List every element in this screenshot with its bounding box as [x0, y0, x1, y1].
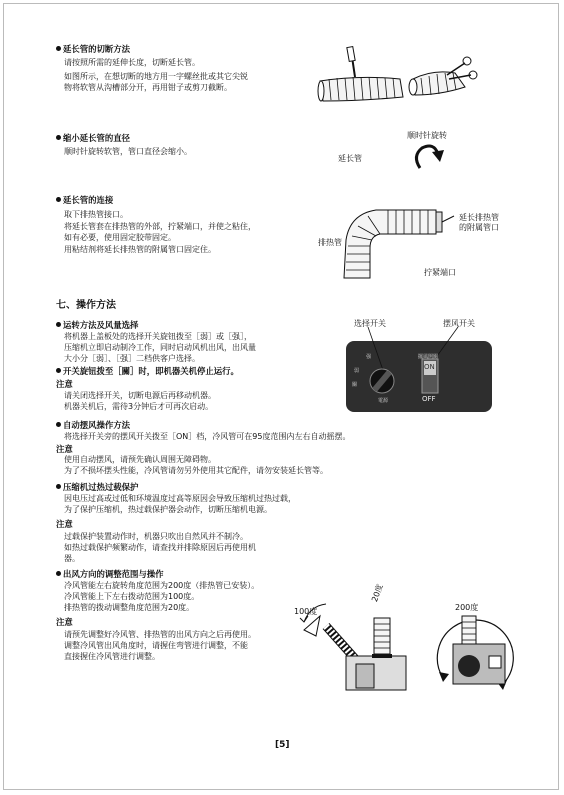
- text-line: 如有必要，使用固定胶带固定。: [64, 233, 176, 242]
- panel-swing-small: 擺風開關: [418, 354, 439, 360]
- text-line: 过载保护装置动作时，机器只吹出自然风并不制冷。: [64, 532, 248, 541]
- protect-title: 压缩机过热过载保护: [56, 482, 138, 493]
- panel-power: 電源: [378, 398, 389, 404]
- text-line: 物将软管从沟槽部分开，再用钳子或剪刀截断。: [64, 83, 232, 92]
- label-ext-line2: 的附属管口: [459, 223, 499, 232]
- text-line: 大小分［弱］、［强］二档供客户选择。: [64, 354, 200, 363]
- text-line: 器。: [64, 554, 80, 563]
- text-line: 取下排热管接口。: [64, 210, 128, 219]
- section-connect-title: 延长管的连接: [56, 195, 113, 206]
- text-line: 将延长管套在排热管的外部，拧紧端口，并使之粘住，: [64, 222, 256, 231]
- panel-on: ON: [424, 363, 435, 371]
- panel-off: OFF: [422, 395, 436, 403]
- clockwise-arrow-icon: [408, 142, 448, 172]
- text-line: 如热过载保护频繁动作，请查找并排除原因后再使用机: [64, 543, 256, 552]
- label-100-degree: 100度: [294, 607, 318, 616]
- label-clockwise: 顺时针旋转: [407, 131, 447, 140]
- text-line: 排热管的拨动调整角度范围为20度。: [64, 603, 195, 612]
- text-line: 机器关机后，需待3分钟后才可再次启动。: [64, 402, 214, 411]
- label-20-degree: 20度: [370, 582, 385, 604]
- section-shrink-title: 缩小延长管的直径: [56, 133, 130, 144]
- label-swing-switch: 摆风开关: [443, 319, 475, 328]
- text-line: 用粘结剂将延长排热管的附属管口固定住。: [64, 245, 216, 254]
- swing-range-illustration: [296, 600, 406, 692]
- rotation-200-illustration: [429, 608, 519, 700]
- text-line: 因电压过高或过低和环境温度过高等原因会导致压缩机过热过载，: [64, 494, 296, 503]
- label-exhaust: 排热管: [318, 238, 342, 247]
- text-line: 使用自动摆风，请预先确认周围无障碍物。: [64, 455, 216, 464]
- panel-strong: 强: [366, 354, 372, 360]
- text-line: 顺时针旋转软管，管口直径会缩小。: [64, 147, 192, 156]
- label-selector-switch: 选择开关: [354, 319, 386, 328]
- op-item2: 开关旋钮拨至［關］时，即机器关机停止运行。: [56, 366, 239, 377]
- label-pipe: 延长管: [338, 154, 362, 163]
- label-ext-line1: 延长排热管: [459, 213, 499, 222]
- text-line: 将选择开关旁的摆风开关拨至［ON］档，冷风管可在95度范围内左右自动摇摆。: [64, 432, 351, 441]
- label-tighten: 拧紧端口: [424, 268, 456, 277]
- text-line: 冷风管能上下左右拨动范围为100度。: [64, 592, 200, 601]
- cut-pipe-illustration: [315, 45, 475, 105]
- text-line: 冷风管能左右旋转角度范围为200度（排热管已安装）。: [64, 581, 260, 590]
- panel-off-char: 關: [352, 382, 358, 388]
- text-line: 请按照所需的延伸长度，切断延长管。: [64, 58, 200, 67]
- text-line: 将机器上盖板处的选择开关旋钮拨至［弱］或［强］，: [64, 332, 252, 341]
- note-label: 注意: [56, 379, 73, 389]
- panel-weak: 弱: [354, 368, 360, 374]
- text-line: 如图所示，在想切断的地方用一字螺丝批或其它尖锐: [64, 72, 248, 81]
- page-number: [5]: [275, 740, 290, 750]
- section-cut-title: 延长管的切断方法: [56, 44, 130, 55]
- text-line: 请预先调整好冷风管、排热管的出风方向之后再使用。: [64, 630, 256, 639]
- text-line: 调整冷风管出风角度时，请握住弯管进行调整，不能: [64, 641, 248, 650]
- swing-title: 自动摆风操作方法: [56, 420, 130, 431]
- note-label: 注意: [56, 444, 73, 454]
- note-label: 注意: [56, 617, 73, 627]
- op-item1-title: 运转方法及风量选择: [56, 320, 138, 331]
- label-200-degree: 200度: [455, 603, 479, 612]
- section-7-title: 七、操作方法: [56, 300, 116, 311]
- direction-title: 出风方向的调整范围与操作: [56, 569, 164, 580]
- text-line: 请关闭选择开关，切断电源后再移动机器。: [64, 391, 216, 400]
- text-line: 为了保护压缩机，热过载保护器会动作，切断压缩机电源。: [64, 505, 272, 514]
- text-line: 为了不损坏摆头性能，冷风管请勿另外使用其它配件，请勿安装延长管等。: [64, 466, 328, 475]
- text-line: 直接握住冷风管进行调整。: [64, 652, 160, 661]
- text-line: 压缩机立即启动制冷工作，同时启动风机出风，出风量: [64, 343, 256, 352]
- note-label: 注意: [56, 519, 73, 529]
